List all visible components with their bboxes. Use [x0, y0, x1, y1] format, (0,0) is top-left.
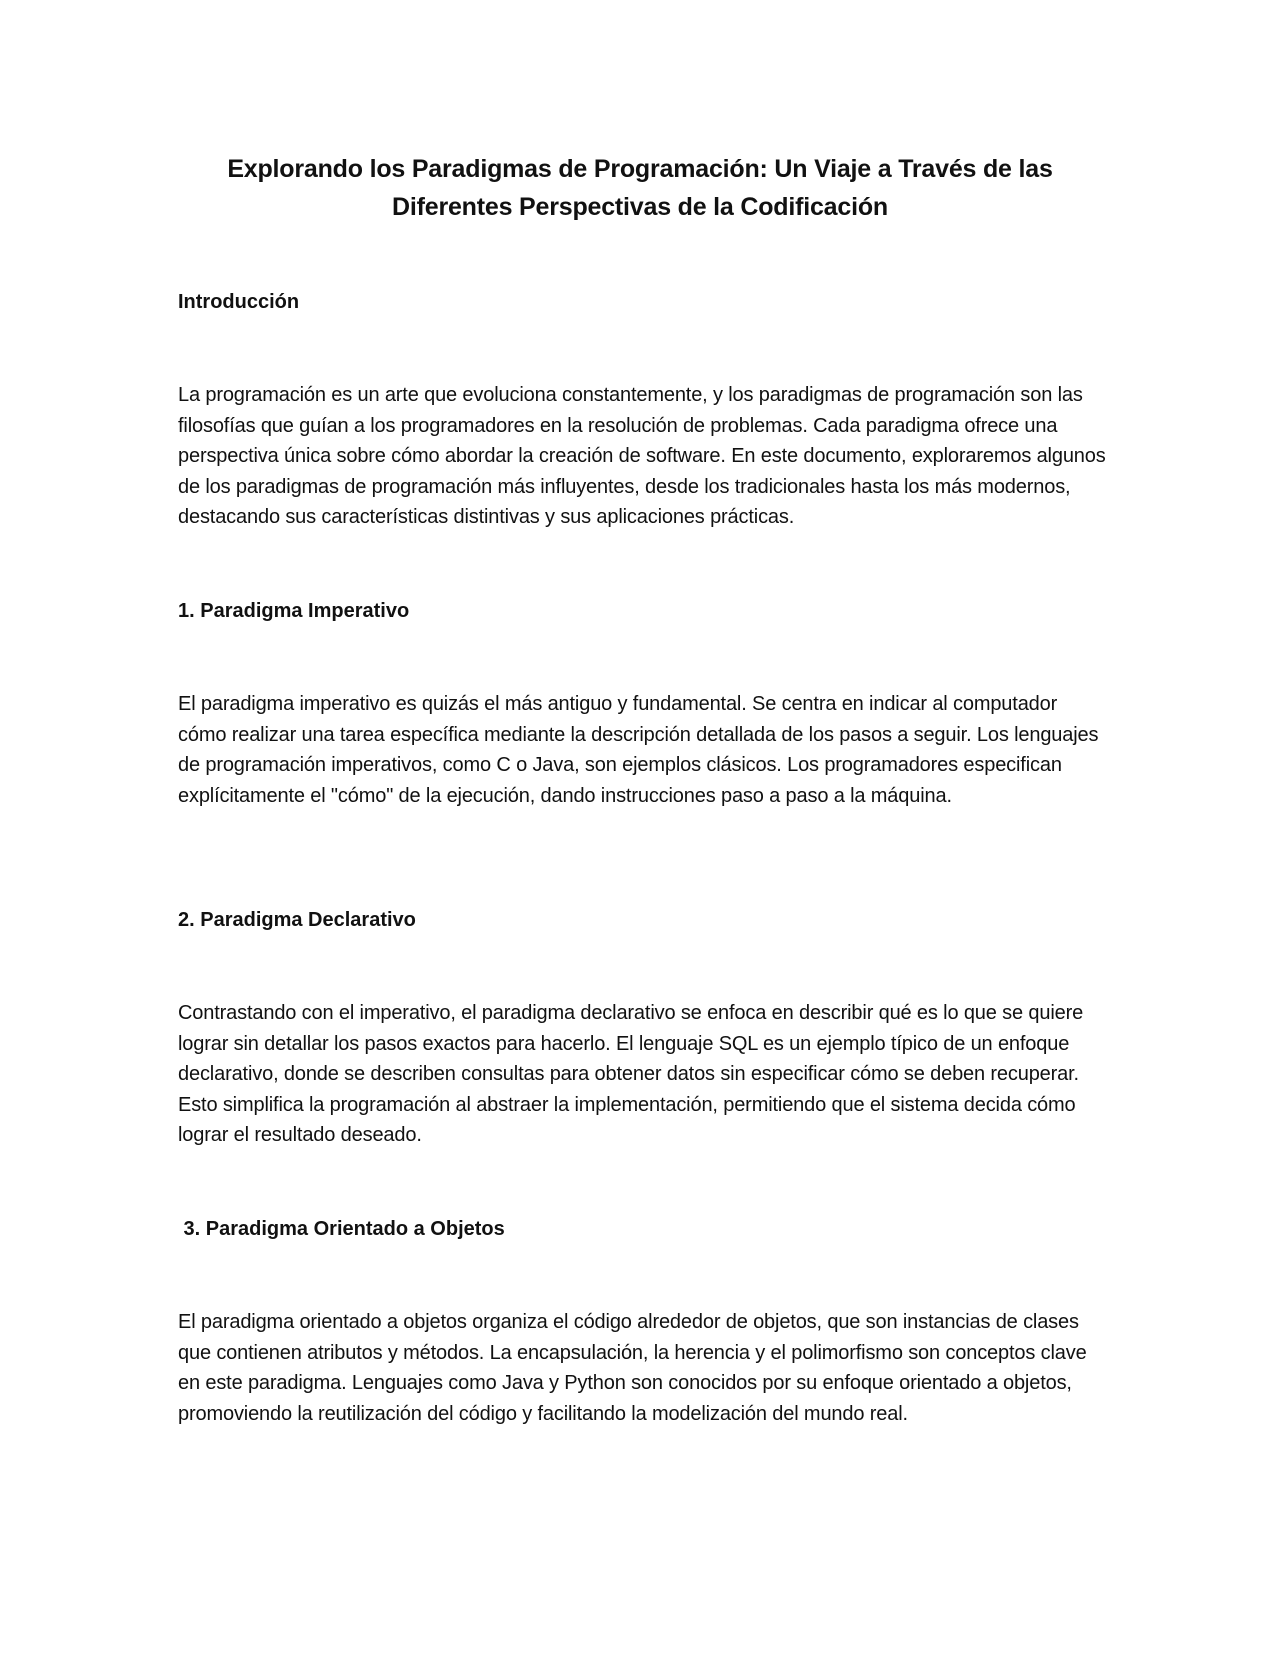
section-heading-orientado-objetos: 3. Paradigma Orientado a Objetos: [178, 1218, 505, 1240]
paragraph-imperativo: El paradigma imperativo es quizás el más antiguo y fundamental. Se centra en indicar al computador cómo realizar una tarea específica mediante la descripción detallada de los pasos a seguir. Los lenguajes de programación imperativos, como C o Java, son ejemplos clásicos. Los programadores especifican explícitamente el "cómo" de la ejecución, dando instrucciones paso a paso a la máquina.: [178, 693, 1099, 807]
paragraph-declarativo: Contrastando con el imperativo, el paradigma declarativo se enfoca en describir qué es lo que se quiere lograr sin detallar los pasos exactos para hacerlo. El lenguaje SQL es un ejemplo típico de un enfoque declarativo, donde se describen consultas para obtener datos sin especificar cómo se deben recuperar. Esto simplifica la programación al abstraer la implementación, permitiendo que el sistema decida cómo lograr el resultado deseado.: [178, 1002, 1084, 1146]
paragraph-orientado-objetos: El paradigma orientado a objetos organiza el código alrededor de objetos, que son instancias de clases que contienen atributos y métodos. La encapsulación, la herencia y el polimorfismo son conceptos clave en este paradigma. Lenguajes como Java y Python son conocidos por su enfoque orientado a objetos, promoviendo la reutilización del código y facilitando la modelización del mundo real.: [178, 1311, 1087, 1425]
document-title: Explorando los Paradigmas de Programación: Un Viaje a Través de las Diferentes Perspectivas de la Codificación: [227, 155, 1053, 221]
paragraph-introduccion: La programación es un arte que evoluciona constantemente, y los paradigmas de programación son las filosofías que guían a los programadores en la resolución de problemas. Cada paradigma ofrece una perspectiva única sobre cómo abordar la creación de software. En este documento, exploraremos algunos de los paradigmas de programación más influyentes, desde los tradicionales hasta los más modernos, destacando sus características distintivas y sus aplicaciones prácticas.: [178, 384, 1106, 528]
section-heading-declarativo: 2. Paradigma Declarativo: [178, 909, 416, 931]
section-heading-imperativo: 1. Paradigma Imperativo: [178, 600, 410, 622]
section-heading-introduccion: Introducción: [178, 291, 300, 313]
